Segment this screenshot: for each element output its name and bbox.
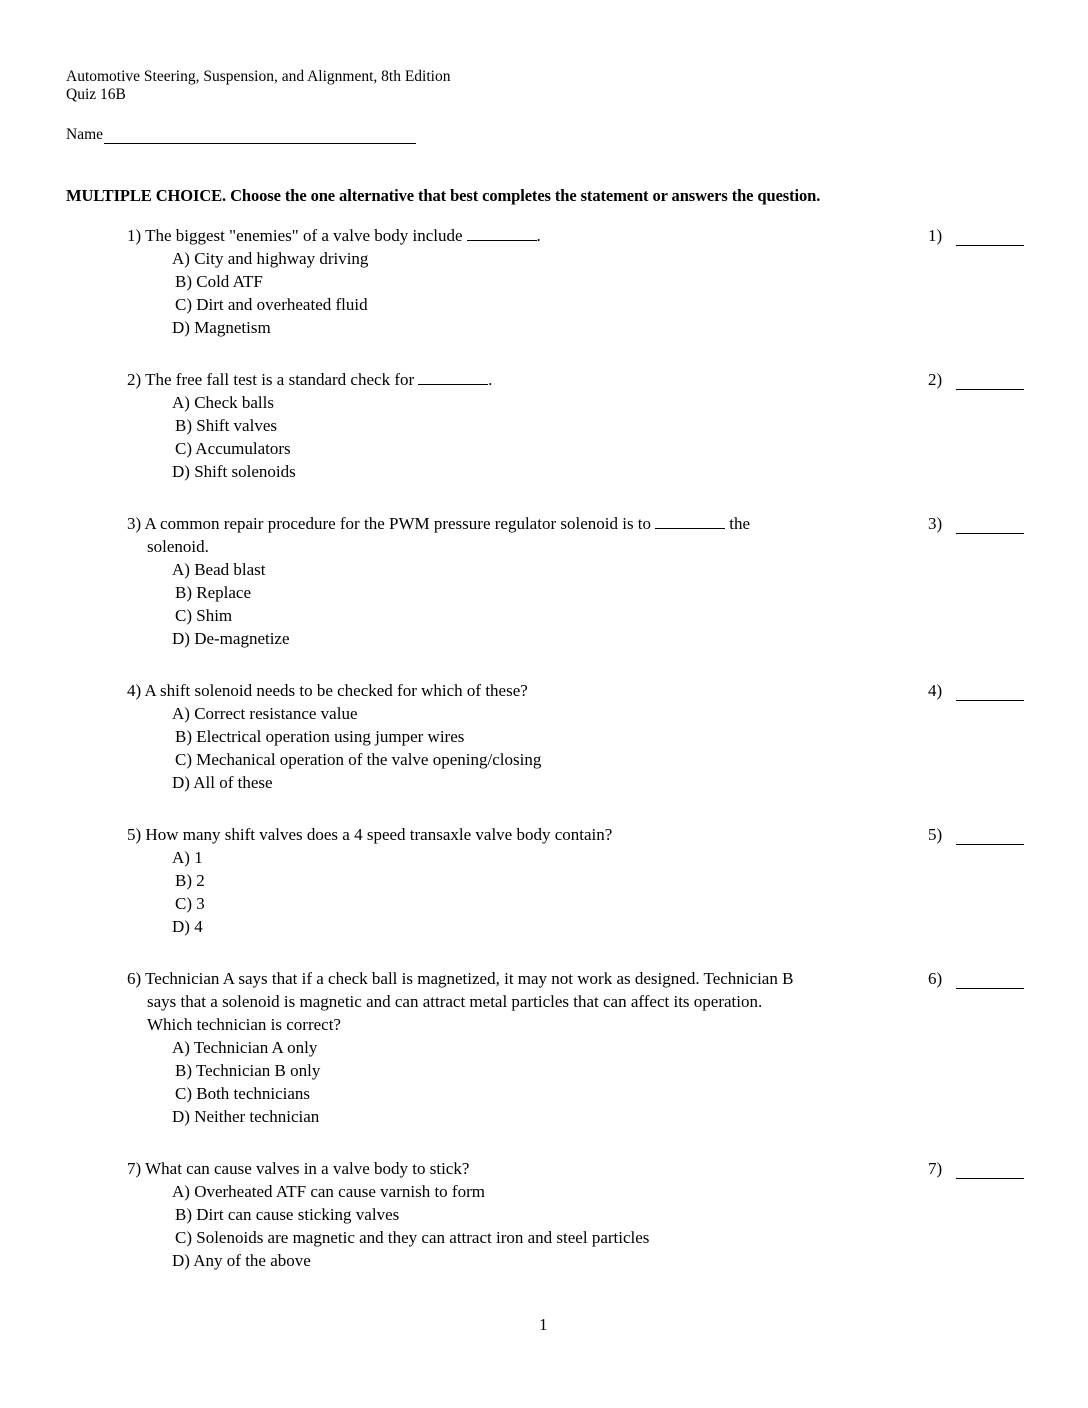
answer-slot-2[interactable] [928,370,1028,390]
option-b[interactable]: B) 2 [175,871,205,891]
option-b[interactable]: B) Shift valves [175,416,277,436]
answer-slot-7[interactable] [928,1159,1028,1179]
option-c[interactable]: C) Accumulators [175,439,291,459]
option-b[interactable]: B) Electrical operation using jumper wires [175,727,465,747]
question-3 [127,512,907,650]
answer-label: 7) [928,1159,943,1178]
option-a[interactable]: A) Check balls [172,393,274,412]
answer-slot-5[interactable] [928,825,1028,845]
option-d[interactable]: D) All of these [172,773,273,793]
answer-slot-4[interactable] [928,681,1028,701]
option-c[interactable]: C) Both technicians [175,1084,311,1104]
option-a[interactable]: A) Bead blast [172,560,266,579]
fill-in-blank [418,372,488,385]
option-b[interactable]: B) Dirt can cause sticking valves [175,1205,400,1225]
question-7 [127,1157,907,1272]
fill-in-blank [655,516,725,529]
question-stem: 1) The biggest "enemies" of a valve body include . [127,226,541,245]
answer-label: 2) [928,370,943,389]
question-1 [127,224,907,339]
option-d[interactable]: D) Neither technician [172,1107,320,1127]
option-b[interactable]: B) Replace [175,583,251,603]
page-number: 1 [539,1315,548,1334]
question-stem: 6) Technician A says that if a check ball is magnetized, it may not work as designed. Technician B says that a solenoid is magnetic and can attract metal particles that can affect its operation. Which technician is correct? [127,969,794,1034]
answer-label: 6) [928,969,943,988]
answer-line[interactable] [956,974,1024,989]
answer-line[interactable] [956,1164,1024,1179]
question-6 [127,967,907,1128]
answer-line[interactable] [956,686,1024,701]
answer-slot-3[interactable] [928,514,1028,534]
question-stem: 4) A shift solenoid needs to be checked for which of these? [127,681,528,700]
option-c[interactable]: C) Dirt and overheated fluid [175,295,368,315]
option-d[interactable]: D) 4 [172,917,203,937]
quiz-title: Quiz 16B [66,86,126,103]
name-blank-line[interactable] [104,127,416,144]
option-c[interactable]: C) Shim [175,606,233,626]
option-c[interactable]: C) 3 [175,894,205,914]
option-d[interactable]: D) De-magnetize [172,629,290,649]
name-label: Name [66,126,104,143]
option-d[interactable]: D) Magnetism [172,318,271,338]
option-c[interactable]: C) Solenoids are magnetic and they can attract iron and steel particles [175,1228,650,1248]
answer-label: 5) [928,825,943,844]
answer-line[interactable] [956,519,1024,534]
option-b[interactable]: B) Technician B only [175,1061,321,1081]
question-5 [127,823,907,938]
option-a[interactable]: A) City and highway driving [172,249,369,268]
question-2 [127,368,907,483]
question-stem: 7) What can cause valves in a valve body to stick? [127,1159,470,1178]
option-a[interactable]: A) Correct resistance value [172,704,358,723]
option-a[interactable]: A) Overheated ATF can cause varnish to form [172,1182,485,1201]
book-title: Automotive Steering, Suspension, and Alignment, 8th Edition [66,68,451,85]
option-a[interactable]: A) Technician A only [172,1038,318,1057]
name-field[interactable] [66,126,416,144]
question-4 [127,679,907,794]
answer-slot-1[interactable] [928,226,1028,246]
answer-line[interactable] [956,830,1024,845]
question-stem: 3) A common repair procedure for the PWM pressure regulator solenoid is to the solenoid. [127,514,751,556]
fill-in-blank [467,228,537,241]
option-a[interactable]: A) 1 [172,848,203,867]
option-d[interactable]: D) Any of the above [172,1251,311,1271]
answer-slot-6[interactable] [928,969,1028,989]
answer-label: 4) [928,681,943,700]
option-b[interactable]: B) Cold ATF [175,272,263,292]
answer-label: 3) [928,514,943,533]
section-instructions: MULTIPLE CHOICE. Choose the one alternative that best completes the statement or answers the question. [66,186,821,205]
question-stem: 2) The free fall test is a standard check for . [127,370,493,389]
question-stem: 5) How many shift valves does a 4 speed transaxle valve body contain? [127,825,613,844]
option-c[interactable]: C) Mechanical operation of the valve opening/closing [175,750,542,770]
answer-line[interactable] [956,375,1024,390]
answer-line[interactable] [956,231,1024,246]
option-d[interactable]: D) Shift solenoids [172,462,296,482]
answer-label: 1) [928,226,943,245]
